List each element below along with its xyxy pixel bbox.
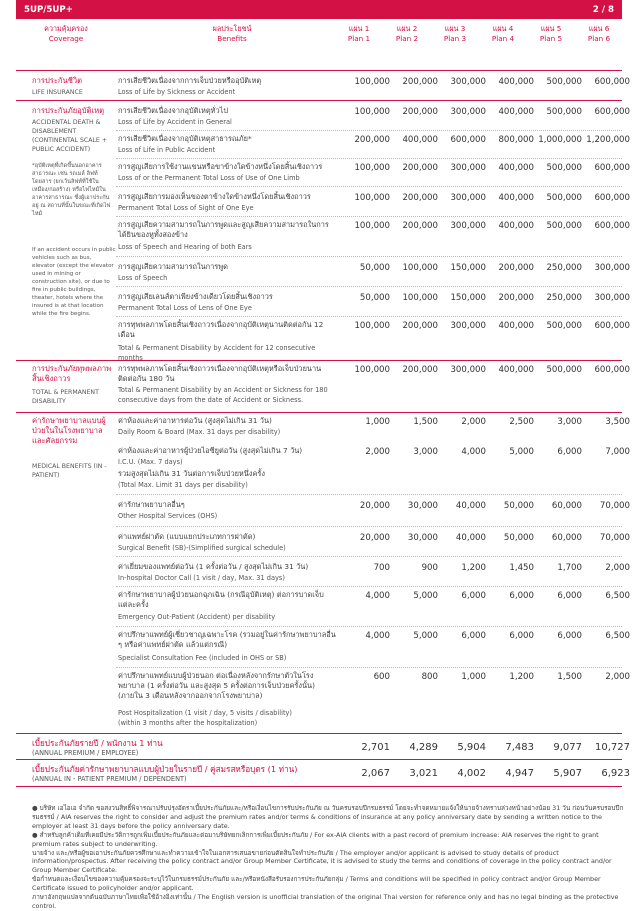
premium-employee-values xyxy=(340,742,630,754)
benefit-row-6-values xyxy=(340,221,630,233)
section-ad-note-en: If an accident occurs in public vehicles such as bus, elevator (except the elevator used in mining or construction site), or due to fire in public buildings, theater, hotels where the insured is at that location while the fire begins. xyxy=(32,247,116,317)
section-tpd-subtitle: TOTAL & PERMANENT DISABILITY xyxy=(32,389,99,405)
page-header-bar xyxy=(16,0,622,19)
plan-6-value: 300,000 xyxy=(594,293,630,303)
section-divider xyxy=(16,70,622,71)
plan-2-value: 30,000 xyxy=(407,501,438,511)
plan-6-value: 6,500 xyxy=(605,631,630,641)
benefit-row-15-th: ค่าเยี่ยมของแพทย์ต่อวัน (1 ครั้งต่อวัน / สูงสุดไม่เกิน 31 วัน) xyxy=(118,562,309,571)
row-separator xyxy=(116,158,622,159)
plan-5-premium: 5,907 xyxy=(553,768,582,779)
benefit-row-11-en: Daily Room & Board (Max. 31 days per disability) xyxy=(118,428,281,436)
row-separator xyxy=(116,186,622,187)
section-med-subtitle: MEDICAL BENEFITS (IN - PATIENT) xyxy=(32,463,107,479)
plan-1-value: 20,000 xyxy=(359,501,390,511)
plan-4-value: 50,000 xyxy=(503,533,534,543)
plan-2-value: 100,000 xyxy=(402,293,438,303)
plan-2-value: 200,000 xyxy=(402,193,438,203)
plan-3-value: 300,000 xyxy=(450,107,486,117)
benefit-row-4-th: การสูญเสียการใช้งานแขนหรือขาข้างใดข้างหนึ่งโดยสิ้นเชิงถาวร xyxy=(118,162,323,171)
benefit-row-14-th: ค่าแพทย์ผ่าตัด (แบบแยกประเภทการผ่าตัด) xyxy=(118,532,256,541)
plan-6-value: 2,000 xyxy=(605,672,630,682)
plan-5-value: 500,000 xyxy=(546,107,582,117)
row-separator xyxy=(116,586,622,587)
benefit-row-1-en: Loss of Life by Sickness or Accident xyxy=(118,88,236,96)
plan-1-value: 600 xyxy=(373,672,390,682)
benefit-row-7-en: Loss of Speech xyxy=(118,274,168,282)
plan-6-value: 600,000 xyxy=(594,221,630,231)
plan-3-value: 4,000 xyxy=(461,447,486,457)
premium-dependent-sublabel: (ANNUAL IN - PATIENT PREMIUM / DEPENDENT) xyxy=(32,775,187,783)
plan-4-en: Plan 4 xyxy=(491,34,515,43)
plan-1-value: 100,000 xyxy=(354,221,390,231)
benefit-row-15-en: In-hospital Doctor Call (1 visit / day, Max. 31 days) xyxy=(118,574,285,582)
page-number: 2 / 8 xyxy=(592,4,614,15)
plan-5-header xyxy=(528,24,574,44)
plan-1-value: 100,000 xyxy=(354,321,390,331)
row-separator xyxy=(116,316,622,317)
plan-1-value: 50,000 xyxy=(359,263,390,273)
plan-6-value: 600,000 xyxy=(594,163,630,173)
row-separator xyxy=(116,130,622,131)
plan-5-value: 500,000 xyxy=(546,77,582,87)
plan-6-en: Plan 6 xyxy=(587,34,611,43)
benefit-row-10-en: Total & Permanent Disability by an Accident or Sickness for 180 consecutive days from the date of Accident or Sickness. xyxy=(118,386,328,404)
plan-6-value: 600,000 xyxy=(594,77,630,87)
plan-2-value: 200,000 xyxy=(402,163,438,173)
plan-5-value: 3,000 xyxy=(557,417,582,427)
benefit-row-13-values xyxy=(340,501,630,513)
section-tpd-title: การประกันภัยทุพพลภาพสิ้นเชิงถาวร xyxy=(32,364,112,383)
benefit-row-6-en: Loss of Speech and Hearing of both Ears xyxy=(118,243,252,251)
plan-5-value: 1,500 xyxy=(557,672,582,682)
plan-4-value: 50,000 xyxy=(503,501,534,511)
benefit-row-9-th: การทุพพลภาพโดยสิ้นเชิงถาวรเนื่องจากอุบัติเหตุนานติดต่อกัน 12 เดือน xyxy=(118,320,324,340)
plan-5-en: Plan 5 xyxy=(539,34,563,43)
plan-1-en: Plan 1 xyxy=(347,34,371,43)
plan-1-header xyxy=(336,24,382,44)
plan-4-premium: 4,947 xyxy=(505,768,534,779)
benefit-row-2-en: Loss of Life by Accident in General xyxy=(118,118,232,126)
plan-3-value: 300,000 xyxy=(450,365,486,375)
plan-2-value: 100,000 xyxy=(402,263,438,273)
benefit-row-12-en: I.C.U. (Max. 7 days) xyxy=(118,458,183,466)
plan-2-header xyxy=(384,24,430,44)
plan-5-value: 500,000 xyxy=(546,221,582,231)
plan-4-value: 200,000 xyxy=(498,293,534,303)
benefit-row-18-en2: (within 3 months after the hospitalization) xyxy=(118,719,258,727)
product-name: 5UP/5UP+ xyxy=(24,4,73,15)
plan-6-value: 7,000 xyxy=(605,447,630,457)
plan-3-value: 150,000 xyxy=(450,263,486,273)
benefit-row-3-th: การเสียชีวิตเนื่องจากอุบัติเหตุสาธารณภัย* xyxy=(118,134,252,143)
plan-2-value: 3,000 xyxy=(413,447,438,457)
plan-2-value: 800 xyxy=(421,672,438,682)
plan-2-value: 5,000 xyxy=(413,591,438,601)
plan-3-value: 150,000 xyxy=(450,293,486,303)
plan-2-value: 200,000 xyxy=(402,321,438,331)
plan-2-premium: 4,289 xyxy=(409,742,438,753)
benefit-row-1-th: การเสียชีวิตเนื่องจากการเจ็บป่วยหรืออุบัติเหตุ xyxy=(118,76,262,85)
benefit-row-16-en: Emergency Out-Patient (Accident) per disability xyxy=(118,613,276,621)
plan-2-value: 400,000 xyxy=(402,135,438,145)
coverage-header-en: Coverage xyxy=(48,34,84,43)
plan-2-en: Plan 2 xyxy=(395,34,419,43)
benefit-row-8-values xyxy=(340,293,630,305)
benefit-row-3-values xyxy=(340,135,630,147)
note-2: ● สำหรับลูกค้าเดิมที่เคยมีประวัติการถูกเพิ่มเบี้ยประกันภัยและต่อมาบริษัทยกเลิกการเพิ่มเบี้ยประกันภัย / For ex-AIA clients with a past record of premium increase: AIA reserves the right to grant premium rates subject to underwriting. xyxy=(32,830,599,848)
plan-4-value: 2,500 xyxy=(509,417,534,427)
plan-1-value: 1,000 xyxy=(365,417,390,427)
benefit-row-18-values xyxy=(340,672,630,684)
plan-5-value: 500,000 xyxy=(546,193,582,203)
plan-4-value: 400,000 xyxy=(498,163,534,173)
plan-2-value: 200,000 xyxy=(402,77,438,87)
plan-4-value: 400,000 xyxy=(498,77,534,87)
benefits-header-en: Benefits xyxy=(217,34,247,43)
plan-4-value: 800,000 xyxy=(498,135,534,145)
plan-1-value: 100,000 xyxy=(354,107,390,117)
plan-3-header xyxy=(432,24,478,44)
plan-2-premium: 3,021 xyxy=(409,768,438,779)
benefit-row-7-th: การสูญเสียความสามารถในการพูด xyxy=(118,262,228,271)
plan-5-value: 60,000 xyxy=(551,501,582,511)
plan-2-value: 200,000 xyxy=(402,107,438,117)
plan-6-value: 300,000 xyxy=(594,263,630,273)
row-separator xyxy=(116,494,622,495)
plan-4-value: 1,450 xyxy=(509,563,534,573)
plan-4-value: 6,000 xyxy=(509,631,534,641)
plan-1-value: 20,000 xyxy=(359,533,390,543)
benefit-row-4-en: Loss of or the Permanent Total Loss of Use of One Limb xyxy=(118,174,300,182)
plan-6-value: 70,000 xyxy=(599,501,630,511)
benefit-row-17-en: Specialist Consultation Fee (included in OHS or SB) xyxy=(118,654,287,662)
note-1: ● บริษัท เอไอเอ จำกัด ขอสงวนสิทธิ์พิจารณาปรับปรุงอัตราเบี้ยประกันภัยและ/หรือเงื่อนไขการรับประกันภัย ณ วันครบรอบปีกรมธรรม์ โดยจะทำจดหมายแจ้งให้นายจ้างทราบล่วงหน้าอย่างน้อย 31 วัน ก่อนวันครบรอบปีกรมธรรม์ / AIA reserves the right to consider and adjust the premium rates and/or terms & conditions of insurance at any policy anniversary date by sending a written notice to the employer at least 31 days before the policy anniversary date. xyxy=(32,804,624,830)
plan-1-value: 50,000 xyxy=(359,293,390,303)
benefit-row-3-en: Loss of Life in Public Accident xyxy=(118,146,216,154)
plan-3-value: 1,000 xyxy=(461,672,486,682)
plan-3-value: 300,000 xyxy=(450,163,486,173)
benefit-row-18-en: Post Hospitalization (1 visit / day, 5 visits / disability) xyxy=(118,709,293,717)
plan-5-value: 6,000 xyxy=(557,591,582,601)
note-4: ข้อกำหนดและเงื่อนไขของความคุ้มครองจะระบุไว้ในกรมธรรม์ประกันภัย และ/หรือหนังสือรับรองการประกันภัยกลุ่ม / Terms and conditions will be specified in policy contract and/or Group Member Certificate issued to policyholder and/or applicant. xyxy=(32,875,601,893)
plan-3-premium: 5,904 xyxy=(457,742,486,753)
row-separator xyxy=(116,256,622,257)
benefit-row-12-th: ค่าห้องและค่าอาหารผู้ป่วยไอซียูต่อวัน (สูงสุดไม่เกิน 7 วัน) xyxy=(118,446,303,455)
plan-6-value: 600,000 xyxy=(594,365,630,375)
section-ad-subtitle: ACCIDENTAL DEATH & DISABLEMENT (CONTINENTAL SCALE + PUBLIC ACCIDENT) xyxy=(32,119,107,153)
plan-5-value: 1,700 xyxy=(557,563,582,573)
plan-5-value: 500,000 xyxy=(546,365,582,375)
benefit-row-9-values xyxy=(340,321,630,333)
plan-1-value: 100,000 xyxy=(354,163,390,173)
benefit-row-2-values xyxy=(340,107,630,119)
plan-3-en: Plan 3 xyxy=(443,34,467,43)
benefit-row-8-en: Permanent Total Loss of Lens of One Eye xyxy=(118,304,252,312)
plan-3-value: 600,000 xyxy=(450,135,486,145)
plan-4-value: 5,000 xyxy=(509,447,534,457)
benefit-row-16-values xyxy=(340,591,630,603)
plan-1-value: 2,000 xyxy=(365,447,390,457)
plan-1-value: 4,000 xyxy=(365,631,390,641)
plan-3-value: 300,000 xyxy=(450,321,486,331)
row-separator xyxy=(116,216,622,217)
plan-4-value: 400,000 xyxy=(498,365,534,375)
premium-employee-label: เบี้ยประกันภัยรายปี / พนักงาน 1 ท่าน xyxy=(32,738,163,748)
row-separator xyxy=(116,667,622,668)
benefit-row-18-th: ค่าปรึกษาแพทย์แบบผู้ป่วยนอก ต่อเนื่องหลังจากรักษาตัวในโรงพยาบาล (1 ครั้งต่อวัน และสูงสุด 5 ครั้งต่อการเจ็บป่วยครั้งนั้น) (ภายใน 3 เดือนหลังจากออกจากโรงพยาบาล) xyxy=(118,671,315,701)
plan-6-value: 70,000 xyxy=(599,533,630,543)
section-divider xyxy=(16,733,622,734)
section-life-subtitle: LIFE INSURANCE xyxy=(32,89,83,96)
plan-5-th: แผน 5 xyxy=(540,24,562,33)
plan-3-value: 40,000 xyxy=(455,533,486,543)
plan-2-value: 1,500 xyxy=(413,417,438,427)
benefits-header-th: ผลประโยชน์ xyxy=(212,24,252,33)
section-med-title: ค่ารักษาพยาบาลแบบผู้ป่วยในในโรงพยาบาลและศัลยกรรม xyxy=(32,416,106,445)
section-divider xyxy=(16,759,622,760)
plan-3-premium: 4,002 xyxy=(457,768,486,779)
benefit-row-17-th: ค่าปรึกษาแพทย์ผู้เชี่ยวชาญเฉพาะโรค (รวมอยู่ในค่ารักษาพยาบาลอื่น ๆ หรือค่าแพทย์ผ่าตัด แล้วแต่กรณี) xyxy=(118,630,336,650)
plan-3-value: 300,000 xyxy=(450,193,486,203)
plan-6-value: 600,000 xyxy=(594,107,630,117)
plan-4-header xyxy=(480,24,526,44)
section-divider xyxy=(16,360,622,361)
coverage-header-th: ความคุ้มครอง xyxy=(44,24,88,33)
plan-3-value: 300,000 xyxy=(450,221,486,231)
plan-4-premium: 7,483 xyxy=(505,742,534,753)
row-separator xyxy=(116,556,622,557)
benefit-row-12-en2: (Total Max. Limit 31 days per disability) xyxy=(118,481,248,489)
plan-3-value: 300,000 xyxy=(450,77,486,87)
plan-1-premium: 2,701 xyxy=(361,742,390,753)
plan-2-th: แผน 2 xyxy=(396,24,418,33)
plan-4-value: 400,000 xyxy=(498,321,534,331)
plan-1-value: 100,000 xyxy=(354,193,390,203)
section-ad-title: การประกันภัยอุบัติเหตุ xyxy=(32,106,105,115)
plan-3-value: 6,000 xyxy=(461,591,486,601)
section-divider xyxy=(16,786,622,787)
plan-1-premium: 2,067 xyxy=(361,768,390,779)
coverage-header xyxy=(16,24,116,44)
column-header xyxy=(16,20,622,60)
plan-6-value: 6,500 xyxy=(605,591,630,601)
row-separator xyxy=(116,526,622,527)
plan-1-value: 100,000 xyxy=(354,77,390,87)
plan-5-value: 6,000 xyxy=(557,631,582,641)
premium-employee-sublabel: (ANNUAL PREMIUM / EMPLOYEE) xyxy=(32,749,139,757)
plan-1-value: 200,000 xyxy=(354,135,390,145)
plan-3-value: 40,000 xyxy=(455,501,486,511)
benefit-row-12-th2: รวมสูงสุดไม่เกิน 31 วันต่อการเจ็บป่วยหนึ่งครั้ง xyxy=(118,469,265,478)
plan-6-value: 3,500 xyxy=(605,417,630,427)
plan-4-value: 6,000 xyxy=(509,591,534,601)
premium-dependent-values xyxy=(340,768,630,780)
note-3: นายจ้าง และ/หรือผู้ขอเอาประกันภัยควรศึกษาและทำความเข้าใจในเอกสารเสนอขายก่อนตัดสินใจทำประกันภัย / The employer and/or applicant is advised to study details of product information/prospectus. After receiving the policy contract and/or Group Member Certificate, it is advised to study the terms and conditions of coverage in the policy contract and/or Group Member Certificate. xyxy=(32,848,612,875)
premium-dependent-label: เบี้ยประกันภัยค่ารักษาพยาบาลแบบผู้ป่วยในรายปี / คู่สมรสหรือบุตร (1 ท่าน) xyxy=(32,764,298,774)
benefit-row-14-en: Surgical Benefit (SB)-(Simplified surgical schedule) xyxy=(118,544,286,552)
plan-4-th: แผน 4 xyxy=(492,24,514,33)
benefit-row-5-en: Permanent Total Loss of Sight of One Eye xyxy=(118,204,254,212)
benefit-row-12-values xyxy=(340,447,630,459)
benefit-row-9-en: Total & Permanent Disability by Accident for 12 consecutive months xyxy=(118,344,316,362)
plan-5-value: 250,000 xyxy=(546,263,582,273)
plan-4-value: 200,000 xyxy=(498,263,534,273)
plan-4-value: 400,000 xyxy=(498,193,534,203)
plan-3-th: แผน 3 xyxy=(444,24,466,33)
plan-2-value: 200,000 xyxy=(402,221,438,231)
row-separator xyxy=(116,286,622,287)
benefit-row-11-values xyxy=(340,417,630,429)
plan-6-header xyxy=(576,24,622,44)
benefits-header xyxy=(132,24,332,44)
plan-2-value: 30,000 xyxy=(407,533,438,543)
benefit-row-15-values xyxy=(340,563,630,575)
plan-6-premium: 6,923 xyxy=(601,768,630,779)
plan-4-value: 400,000 xyxy=(498,107,534,117)
plan-3-value: 2,000 xyxy=(461,417,486,427)
plan-6-value: 1,200,000 xyxy=(586,135,630,145)
row-separator xyxy=(116,626,622,627)
benefit-row-5-th: การสูญเสียการมองเห็นของตาข้างใดข้างหนึ่งโดยสิ้นเชิงถาวร xyxy=(118,192,311,201)
benefit-row-14-values xyxy=(340,533,630,545)
plan-3-value: 6,000 xyxy=(461,631,486,641)
benefit-row-2-th: การเสียชีวิตเนื่องจากอุบัติเหตุทั่วไป xyxy=(118,106,229,115)
plan-5-value: 500,000 xyxy=(546,163,582,173)
benefit-row-5-values xyxy=(340,193,630,205)
plan-2-value: 200,000 xyxy=(402,365,438,375)
plan-5-value: 6,000 xyxy=(557,447,582,457)
plan-4-value: 1,200 xyxy=(509,672,534,682)
section-ad-note-th: *อุบัติเหตุที่เกิดขึ้นนอกอาคารสาธารณะ เช่น รถเมล์ ลิฟท์โดยสาร (ยกเว้นลิฟท์ที่ใช้ในเหมือง/ก่อสร้าง) หรือไฟไหม้ในอาคารสาธารณะ ซึ่งผู้เอาประกันอยู่ ณ สถานที่นั้นในขณะที่เกิดไฟไหม้ xyxy=(32,163,111,217)
note-5: ภาษาอังกฤษแปลจากต้นฉบับภาษาไทยเพื่อใช้อ้างอิงเท่านั้น / The English version is unofficial translation of the original Thai version for reference only and has no legal binding as the protective control. xyxy=(32,893,619,910)
benefit-row-6-th: การสูญเสียความสามารถในการพูดและสูญเสียความสามารถในการได้ยินของหูทั้งสองข้าง xyxy=(118,220,329,240)
benefit-row-17-values xyxy=(340,631,630,643)
benefit-row-10-values xyxy=(340,365,630,377)
plan-2-value: 5,000 xyxy=(413,631,438,641)
benefit-row-8-th: การสูญเสียเลนส์ตาเพียงข้างเดียวโดยสิ้นเชิงถาวร xyxy=(118,292,273,301)
section-life-title: การประกันชีวิต xyxy=(32,76,83,85)
plan-5-premium: 9,077 xyxy=(553,742,582,753)
section-divider xyxy=(16,100,622,101)
section-divider xyxy=(16,412,622,413)
plan-4-value: 400,000 xyxy=(498,221,534,231)
plan-1-value: 4,000 xyxy=(365,591,390,601)
plan-1-th: แผน 1 xyxy=(348,24,370,33)
plan-1-value: 700 xyxy=(373,563,390,573)
benefit-row-10-th: การทุพพลภาพโดยสิ้นเชิงถาวรเนื่องจากอุบัติเหตุหรือเจ็บป่วยนานติดต่อกัน 180 วัน xyxy=(118,364,322,384)
benefit-row-16-th: ค่ารักษาพยาบาลผู้ป่วยนอกฉุกเฉิน (กรณีอุบัติเหตุ) ต่อการบาดเจ็บแต่ละครั้ง xyxy=(118,590,324,610)
plan-2-value: 900 xyxy=(421,563,438,573)
benefit-row-13-en: Other Hospital Services (OHS) xyxy=(118,512,218,520)
benefit-row-7-values xyxy=(340,263,630,275)
plan-6-value: 2,000 xyxy=(605,563,630,573)
plan-5-value: 60,000 xyxy=(551,533,582,543)
plan-5-value: 1,000,000 xyxy=(538,135,582,145)
benefit-row-1-values xyxy=(340,77,630,89)
plan-5-value: 500,000 xyxy=(546,321,582,331)
plan-6-value: 600,000 xyxy=(594,321,630,331)
plan-6-premium: 10,727 xyxy=(595,742,630,753)
plan-5-value: 250,000 xyxy=(546,293,582,303)
benefit-row-4-values xyxy=(340,163,630,175)
benefit-row-11-th: ค่าห้องและค่าอาหารต่อวัน (สูงสุดไม่เกิน 31 วัน) xyxy=(118,416,272,425)
plan-3-value: 1,200 xyxy=(461,563,486,573)
benefit-row-13-th: ค่ารักษาพยาบาลอื่นๆ xyxy=(118,500,185,509)
disclaimer-notes xyxy=(32,804,624,911)
plan-1-value: 100,000 xyxy=(354,365,390,375)
plan-6-th: แผน 6 xyxy=(588,24,610,33)
plan-6-value: 600,000 xyxy=(594,193,630,203)
